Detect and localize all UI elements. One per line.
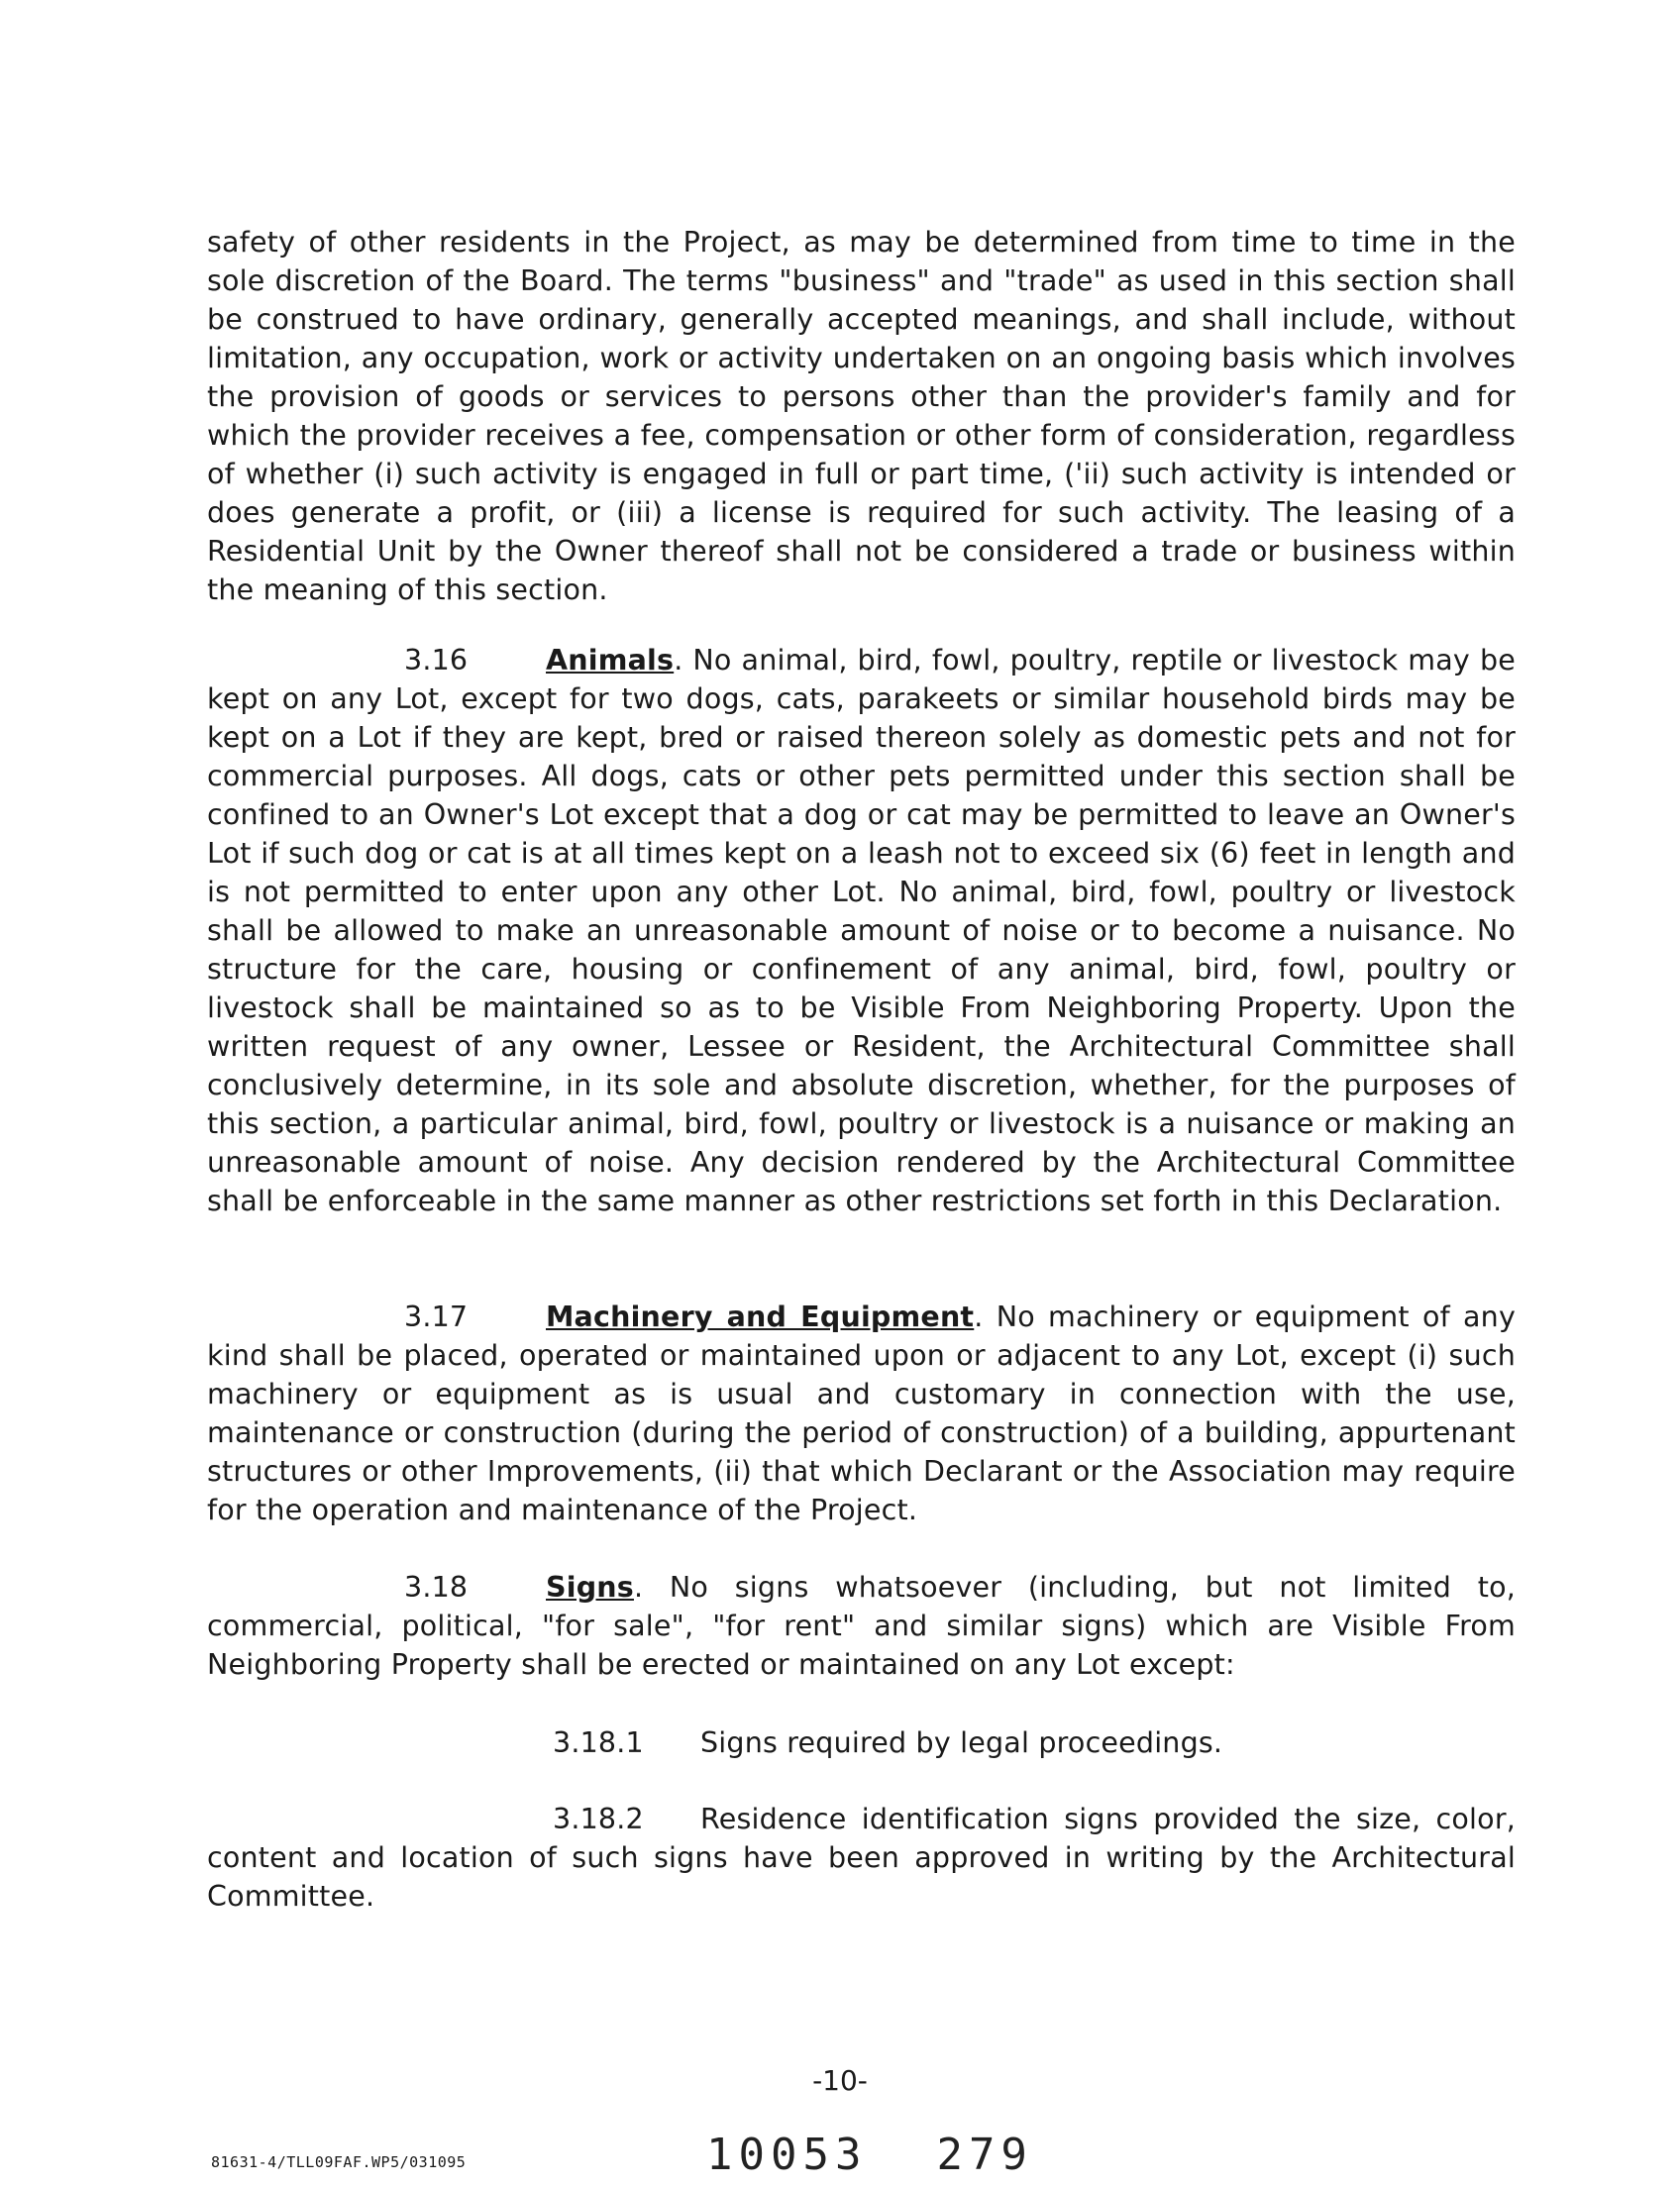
section-text: . No animal, bird, fowl, poultry, reptile or livestock may be kept on any Lot, except for two dogs, cats, parakeets or similar household birds may be kept on a Lot if they are kept, bred or raised thereon solely as domestic pets and not for commercial purposes. All dogs, cats or other pets permitted under this section shall be confined to an Owner's Lot except that a dog or cat may be permitted to leave an Owner's Lot if such dog or cat is at all times kept on a leash not to exceed six (6) feet in length and is not permitted to enter upon any other Lot. No animal, bird, fowl, poultry or livestock shall be allowed to make an unreasonable amount of noise or to become a nuisance. No structure for the care, housing or confinement of any animal, bird, fowl, poultry or livestock shall be maintained so as to be Visible From Neighboring Property. Upon the written request of any owner, Lessee or Resident, the Architectural Committee shall conclusively determine, in its sole and absolute discretion, whether, for the purposes of this section, a particular animal, bird, fowl, poultry or livestock is a nuisance or making an unreasonable amount of noise. Any decision rendered by the Architectural Committee shall be enforceable in the same manner as other restrictions set forth in this Declaration. <box>207 644 1516 1217</box>
section-number: 3.17 <box>404 1301 469 1333</box>
section-text: . No machinery or equipment of any kind shall be placed, operated or maintained upon or adjacent to any Lot, except (i) such machinery or equipment as is usual and customary in connection with the use, maintenance or construction (during the period of construction) of a building, appurtenant structures or other Improvements, (ii) that which Declarant or the Association may require for the operation and maintenance of the Project. <box>207 1301 1517 1526</box>
intro-paragraph <box>207 223 1516 609</box>
section-3-18 <box>207 1568 1516 1684</box>
section-heading: Animals <box>546 644 675 677</box>
section-heading: Signs <box>546 1571 634 1604</box>
section-text: Signs required by legal proceedings. <box>700 1726 1223 1759</box>
intro-text: safety of other residents in the Project, as may be determined from time to time in the sole discretion of the Board. The terms "business" and "trade" as used in this section shall be construed to have ordinary, generally accepted meanings, and shall include, without limitation, any occupation, work or activity undertaken on an ongoing basis which involves the provision of goods or services to persons other than the provider's family and for which the provider receives a fee, compensation or other form of consideration, regardless of whether (i) such activity is engaged in full or part time, ('ii) such activity is intended or does generate a profit, or (iii) a license is required for such activity. The leasing of a Residential Unit by the Owner thereof shall not be considered a trade or business within the meaning of this section. <box>207 226 1516 606</box>
section-3-18-1 <box>207 1723 1516 1762</box>
section-number: 3.16 <box>404 644 469 677</box>
recording-stamp <box>706 2130 1033 2180</box>
recording-page-number: 279 <box>936 2130 1033 2180</box>
section-heading: Machinery and Equipment <box>546 1301 975 1333</box>
section-number: 3.18.2 <box>553 1803 644 1835</box>
section-text: . No signs whatsoever (including, but not limited to, commercial, political, "for sale", "for rent" and similar signs) which are Visible From Neighboring Property shall be erected or maintained on any Lot except: <box>207 1571 1516 1681</box>
section-3-18-2 <box>207 1800 1516 1916</box>
page-number: -10- <box>812 2064 868 2097</box>
section-number: 3.18 <box>404 1571 469 1604</box>
footer-document-code: 81631-4/TLL09FAF.WP5/031095 <box>211 2153 467 2171</box>
section-text: Residence identification signs provided the size, color, content and location of such signs have been approved in writing by the Architectural Committee. <box>207 1803 1516 1913</box>
recording-book-number: 10053 <box>706 2130 868 2180</box>
section-3-17 <box>207 1298 1516 1529</box>
section-number: 3.18.1 <box>553 1726 644 1759</box>
section-3-16 <box>207 641 1516 1220</box>
